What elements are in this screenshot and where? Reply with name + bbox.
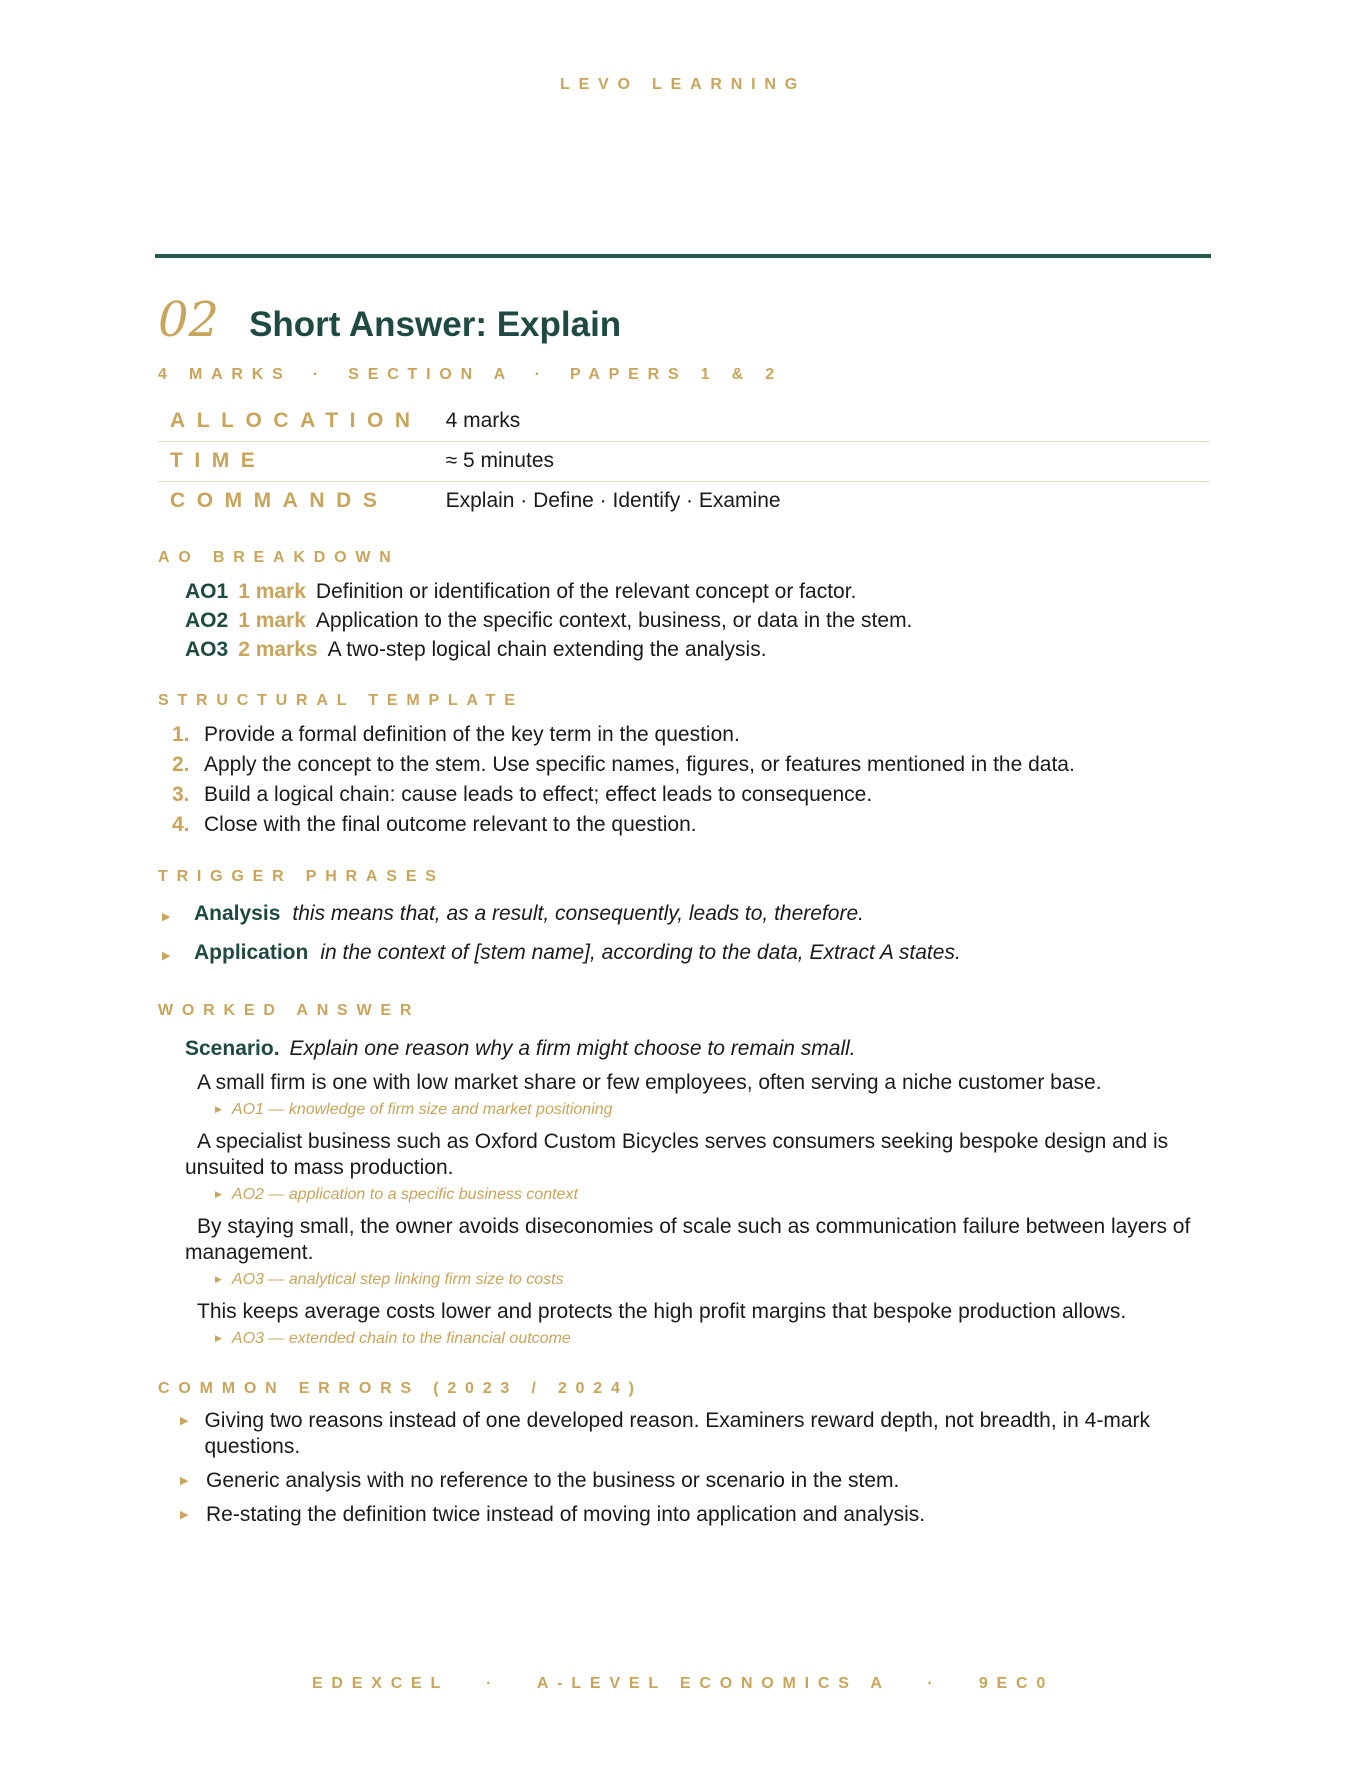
trigger-key: Application xyxy=(194,941,309,964)
ao-code: AO2 xyxy=(185,609,229,632)
bullet-triangle-icon: ▶ xyxy=(162,950,171,962)
section-label: WORKED ANSWER xyxy=(158,1002,421,1019)
ao-desc: Application to the specific context, business, or data in the stem. xyxy=(315,609,913,632)
meta-value: Explain · Define · Identify · Examine xyxy=(434,482,1210,522)
ao-desc: A two-step logical chain extending the analysis. xyxy=(327,638,767,661)
step-item xyxy=(172,750,1210,780)
ao-annotation xyxy=(185,1266,1210,1293)
ao-desc: Definition or identification of the relevant concept or factor. xyxy=(315,580,857,603)
step-item xyxy=(172,780,1210,810)
trigger-phrases: this means that, as a result, consequently, leads to, therefore. xyxy=(292,902,864,925)
annotation-text: AO1 — knowledge of firm size and market positioning xyxy=(231,1101,613,1118)
step-number: 2. xyxy=(172,753,190,776)
step-number: 1. xyxy=(172,723,190,746)
step-item xyxy=(172,720,1210,750)
step-text: Close with the final outcome relevant to the question. xyxy=(204,813,697,836)
ao-annotation xyxy=(185,1325,1210,1352)
scenario xyxy=(185,1034,1210,1064)
ao-marks: 1 mark xyxy=(238,580,306,603)
bullet-triangle-icon: ▶ xyxy=(215,1274,222,1284)
worked-answer-section xyxy=(158,1002,1210,1352)
bullet-triangle-icon: ▶ xyxy=(180,1415,189,1427)
meta-table xyxy=(158,402,1210,521)
meta-row-commands xyxy=(158,482,1210,522)
scenario-text: Explain one reason why a firm might choose to remain small. xyxy=(289,1037,856,1060)
error-item xyxy=(180,1408,1190,1460)
header-rule xyxy=(155,254,1211,258)
subhead-papers: PAPERS 1 & 2 xyxy=(570,366,783,383)
scenario-label: Scenario. xyxy=(185,1037,280,1060)
section-label: TRIGGER PHRASES xyxy=(158,868,445,885)
section-title-row xyxy=(158,292,1210,358)
answer-paragraph: A small firm is one with low market share or few employees, often serving a niche customer base. xyxy=(197,1071,1102,1094)
step-text: Build a logical chain: cause leads to effect; effect leads to consequence. xyxy=(204,783,873,806)
ao-item xyxy=(185,635,1210,664)
footer-course: A-LEVEL ECONOMICS A xyxy=(536,1675,891,1692)
footer-separator: · xyxy=(486,1675,501,1692)
meta-row-allocation xyxy=(158,402,1210,442)
structural-template-section xyxy=(158,692,1210,840)
ao-code: AO3 xyxy=(185,638,229,661)
annotation-text: AO2 — application to a specific business context xyxy=(231,1186,578,1203)
footer-code: 9EC0 xyxy=(978,1675,1055,1692)
subhead-marks: 4 MARKS xyxy=(158,366,292,383)
ao-marks: 1 mark xyxy=(238,609,306,632)
steps-list xyxy=(158,720,1210,840)
error-text: Re-stating the definition twice instead of moving into application and analysis. xyxy=(206,1503,926,1526)
trigger-item xyxy=(158,896,1210,935)
error-text: Giving two reasons instead of one developed reason. Examiners reward depth, not breadth, in 4-mark questions. xyxy=(204,1409,1151,1458)
meta-value: ≈ 5 minutes xyxy=(434,442,1210,482)
bullet-triangle-icon: ▶ xyxy=(180,1475,189,1487)
section-subhead xyxy=(158,366,1210,384)
meta-label: ALLOCATION xyxy=(170,409,422,432)
step-item xyxy=(172,810,1210,840)
ao-item xyxy=(185,606,1210,635)
section-label: STRUCTURAL TEMPLATE xyxy=(158,692,524,709)
footer-board: EDEXCEL xyxy=(311,1675,449,1692)
ao-code: AO1 xyxy=(185,580,229,603)
subhead-separator: · xyxy=(534,366,549,383)
bullet-triangle-icon: ▶ xyxy=(162,911,171,923)
meta-value: 4 marks xyxy=(445,409,521,432)
common-errors-section xyxy=(158,1380,1210,1528)
annotation-text: AO3 — extended chain to the financial outcome xyxy=(231,1330,571,1347)
step-number: 3. xyxy=(172,783,190,806)
ao-marks: 2 marks xyxy=(238,638,318,661)
bullet-triangle-icon: ▶ xyxy=(215,1104,222,1114)
answer-paragraph: This keeps average costs lower and protects the high profit margins that bespoke production allows. xyxy=(197,1300,1127,1323)
trigger-phrases: in the context of [stem name], according to the data, Extract A states. xyxy=(320,941,961,964)
brand-name: LEVO LEARNING xyxy=(560,76,806,93)
ao-item xyxy=(185,577,1210,606)
section-label: COMMON ERRORS (2023 / 2024) xyxy=(158,1380,643,1397)
answer-paragraph: By staying small, the owner avoids diseconomies of scale such as communication failure between layers of management. xyxy=(185,1215,1191,1264)
ao-list xyxy=(158,577,1210,664)
subhead-section: SECTION A xyxy=(348,366,514,383)
error-text: Generic analysis with no reference to the business or scenario in the stem. xyxy=(206,1469,900,1492)
footer-separator: · xyxy=(927,1675,942,1692)
step-number: 4. xyxy=(172,813,190,836)
trigger-item xyxy=(158,935,1210,974)
page-content xyxy=(158,292,1210,1528)
meta-label: COMMANDS xyxy=(158,482,434,522)
bullet-triangle-icon: ▶ xyxy=(180,1509,189,1521)
ao-breakdown-section xyxy=(158,549,1210,664)
annotation-text: AO3 — analytical step linking firm size to costs xyxy=(231,1271,564,1288)
bullet-triangle-icon: ▶ xyxy=(215,1333,222,1343)
ao-annotation xyxy=(185,1181,1210,1208)
error-item xyxy=(180,1502,1190,1528)
meta-row-time xyxy=(158,442,1210,482)
meta-label: TIME xyxy=(158,442,434,482)
subhead-separator: · xyxy=(312,366,327,383)
answer-paragraph: A specialist business such as Oxford Custom Bicycles serves consumers seeking bespoke design and is unsuited to mass production. xyxy=(185,1130,1169,1179)
section-label: AO BREAKDOWN xyxy=(158,549,400,566)
step-text: Provide a formal definition of the key term in the question. xyxy=(204,723,740,746)
worked-answer xyxy=(158,1030,1210,1352)
errors-list xyxy=(158,1408,1210,1528)
trigger-key: Analysis xyxy=(194,902,281,925)
error-item xyxy=(180,1468,1190,1494)
section-number: 02 xyxy=(158,292,220,348)
step-text: Apply the concept to the stem. Use specific names, figures, or features mentioned in the data. xyxy=(204,753,1075,776)
trigger-phrases-section xyxy=(158,868,1210,974)
page-title: Short Answer: Explain xyxy=(249,305,622,344)
ao-annotation xyxy=(185,1096,1210,1123)
bullet-triangle-icon: ▶ xyxy=(215,1189,222,1199)
page-footer xyxy=(0,1675,1366,1693)
